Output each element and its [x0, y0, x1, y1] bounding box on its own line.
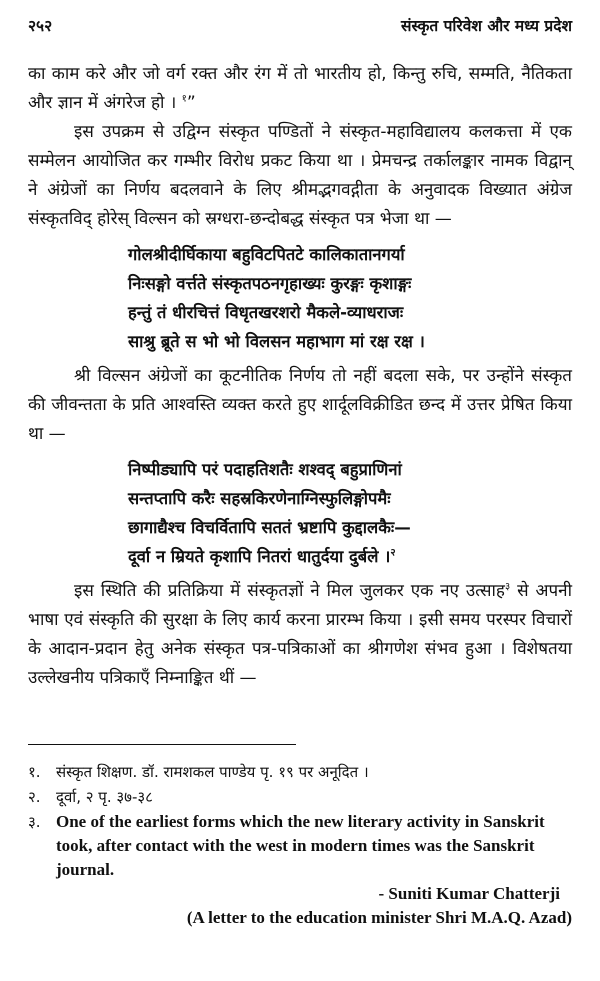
- verse-block-2: [128, 455, 572, 571]
- footnote-number: १.: [28, 763, 41, 781]
- page-number: २५२: [28, 17, 53, 35]
- page-header: [28, 14, 572, 42]
- footnote-ref-1: १: [181, 93, 187, 105]
- footnote-divider: [28, 744, 296, 745]
- verse-line-text: दूर्वा न म्रियते कृशापि नितरां धातुर्दया दुर्बले ।: [128, 547, 391, 566]
- footnote-text: संस्कृत शिक्षण. डॉ. रामशकल पाण्डेय पृ. १९ पर अनूदित ।: [56, 763, 369, 781]
- verse-line: साश्रु ब्रूते स भो भो विलसन महाभाग मां रक्ष रक्ष ।: [128, 332, 425, 351]
- footnote-text: दूर्वा, २ पृ. ३७-३८: [56, 788, 153, 806]
- paragraph-4-text-a: इस स्थिति की प्रतिक्रिया में संस्कृतज्ञों ने मिल जुलकर एक नए उत्साह: [74, 581, 505, 601]
- footnote-2: [28, 785, 572, 810]
- footnotes: [28, 760, 572, 930]
- verse-line: निष्पीड्यापि परं पदाहतिशतैः शश्वद् बहुप्राणिनां: [128, 460, 402, 479]
- paragraph-1-text: का काम करे और जो वर्ग रक्त और रंग में तो भारतीय हो, किन्तु रुचि, सम्मति, नैतिकता और ज्ञान में अंगरेज हो ।: [28, 64, 572, 113]
- footnote-3: [28, 810, 572, 882]
- paragraph-1: [28, 60, 572, 118]
- verse-line: गोलश्रीदीर्घिकाया बहुविटपितटे कालिकातानगर्या: [128, 245, 405, 264]
- footnote-text: One of the earliest forms which the new literary activity in Sanskrit took, after contact with the west in modern times was the Sanskrit journal.: [56, 812, 545, 879]
- footnote-number: २.: [28, 788, 41, 806]
- main-text: [28, 60, 572, 693]
- verse-block-1: [128, 240, 572, 356]
- verse-line: हन्तुं तं धीरचित्तं विधृतखरशरो मैकले-व्याधराजः: [128, 303, 404, 322]
- verse-line: सन्तप्तापि करैः सहस्रकिरणेनाग्निस्फुलिङ्गोपमैः: [128, 489, 391, 508]
- footnote-ref-3: ३: [504, 581, 511, 593]
- footnote-ref-2: २: [390, 547, 396, 559]
- footnote-1: [28, 760, 572, 785]
- verse-line: [128, 542, 572, 571]
- paragraph-3: श्री विल्सन अंग्रेजों का कूटनीतिक निर्णय तो नहीं बदला सके, पर उन्होंने संस्कृत की जीवन्तता के प्रति आश्वस्ति व्यक्त करते हुए शार्दूलविक्रीडित छन्द में उत्तर प्रेषित किया था —: [28, 366, 572, 444]
- paragraph-4: [28, 577, 572, 693]
- running-title: संस्कृत परिवेश और मध्य प्रदेश: [400, 17, 572, 35]
- quote-author: - Suniti Kumar Chatterji: [378, 884, 560, 903]
- quote-source-note: (A letter to the education minister Shri M.A.Q. Azad): [186, 908, 572, 927]
- closing-quote: ”: [186, 93, 196, 113]
- verse-line: छागाद्यैश्च विचर्वितापि सततं भ्रष्टापि कुद्दालकैः—: [128, 518, 411, 537]
- paragraph-2: इस उपक्रम से उद्विग्न संस्कृत पण्डितों ने संस्कृत-महाविद्यालय कलकत्ता में एक सम्मेलन आयोजित कर गम्भीर विरोध प्रकट किया था । प्रेमचन्द्र तर्कालङ्कार नामक विद्वान् ने अंग्रेजों का निर्णय बदलवाने के लिए श्रीमद्भगवद्गीता के अनुवादक विख्यात अंग्रेज संस्कृतविद् होरेस् विल्सन को स्रग्धरा-छन्दोबद्ध संस्कृत पत्र भेजा था —: [28, 122, 572, 229]
- verse-line: निःसङ्गो वर्त्तते संस्कृतपठनगृहाख्यः कुरङ्गः कृशाङ्गः: [128, 274, 412, 293]
- footnote-number: ३.: [28, 813, 41, 831]
- paragraph-4-text-b: से अपनी भाषा एवं संस्कृति की सुरक्षा के लिए कार्य करना प्रारम्भ किया । इसी समय परस्पर विचारों के आदान-प्रदान हेतु अनेक संस्कृत पत्र-पत्रिकाओं का श्रीगणेश संभव हुआ । विशेषतया उल्लेखनीय पत्रिकाएँ निम्नाङ्कित थीं —: [28, 581, 572, 688]
